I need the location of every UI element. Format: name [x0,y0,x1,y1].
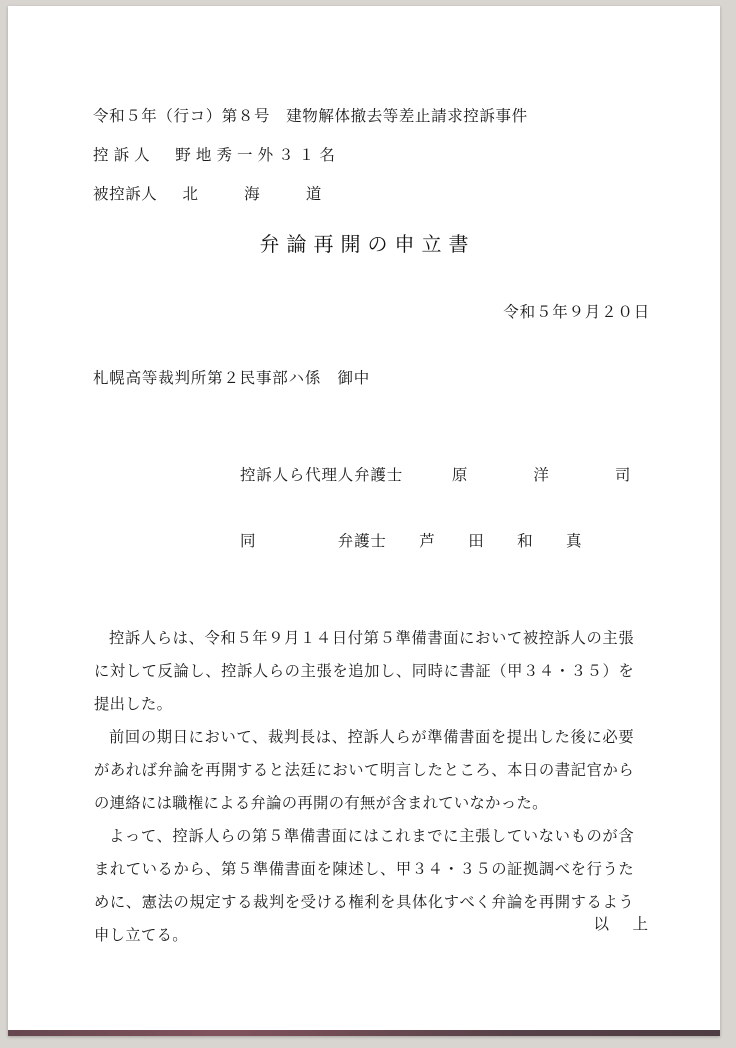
body-paragraph-3: よって、控訴人らの第５準備書面にはこれまでに主張していないものが含まれているから、第５準備書面を陳述し、甲３４・３５の証拠調べを行うために、憲法の規定する裁判を受ける権利を具体化すべく弁論を再開するよう申し立てる。 [94,828,634,944]
case-number-line: 令和５年（行コ）第８号 建物解体撤去等差止請求控訴事件 [93,108,528,125]
closing-text: 以 上 [593,916,652,933]
case-header [93,104,653,221]
document-date: 令和５年９月２０日 [503,304,650,321]
body-paragraph-1: 控訴人らは、令和５年９月１４日付第５準備書面において被控訴人の主張に対して反論し、控訴人らの主張を追加し、同時に書証（甲３４・３５）を提出した。 [94,630,634,713]
page-title: 弁論再開の申立書 [259,234,476,256]
attorney-line-1: 控訴人ら代理人弁護士 原 洋 司 [240,467,632,484]
appellant-line: 控 訴 人 野 地 秀 一 外 ３ １ 名 [93,147,336,164]
appellee-line: 被控訴人 北 海 道 [93,186,323,203]
page-bottom-edge [8,1030,720,1036]
document-page [8,6,720,1036]
document-content [8,6,720,1036]
document-body [94,622,634,952]
body-paragraph-2: 前回の期日において、裁判長は、控訴人らが準備書面を提出した後に必要があれば弁論を再開すると法廷において明言したところ、本日の書記官からの連絡には職権による弁論の再開の有無が含まれていなかった。 [94,729,634,812]
attorney-line-2: 同 弁護士 芦 田 和 真 [240,533,583,550]
court-addressee: 札幌高等裁判所第２民事部ハ係 御中 [93,370,371,387]
